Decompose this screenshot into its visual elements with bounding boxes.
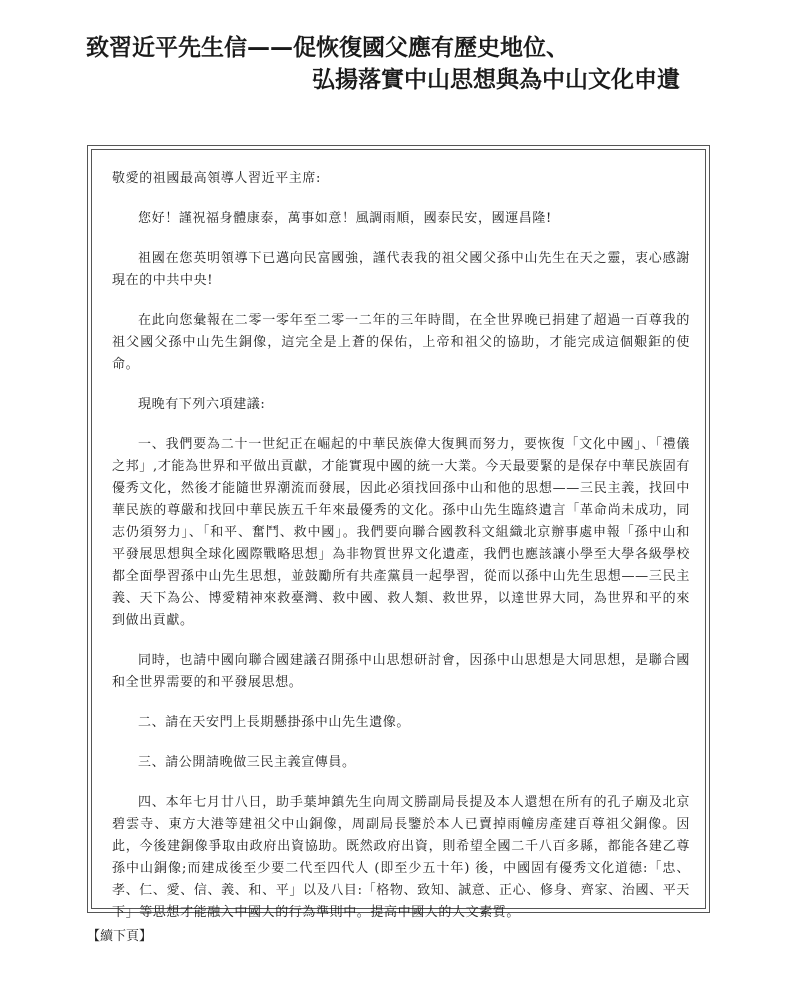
- title-line-1: 致習近平先生信——促恢復國父應有歷史地位、: [86, 35, 569, 61]
- title-line-2: 弘揚落實中山思想與為中山文化申遺: [312, 67, 680, 93]
- letter-paragraph-proposal-1: 一、我們要為二十一世紀正在崛起的中華民族偉大復興而努力，要恢復「文化中國」、「禮儀之邦」,才能為世界和平做出貢獻，才能實現中國的統一大業。今天最要緊的是保存中華民族固有優秀文化，然後才能隨世界潮流而發展，因此必須找回孫中山和他的思想——三民主義，找回中華民族的尊嚴和找回中華民族五千年來最優秀的文化。孫中山先生臨終遺言「革命尚未成功，同志仍須努力」、「和平、奮鬥、救中國」。我們要向聯合國教科文組織北京辦事處申報「孫中山和平發展思想與全球化國際戰略思想」為非物質世界文化遺產，我們也應該讓小學至大學各級學校都全面學習孫中山先生思想，並鼓勵所有共產黨員一起學習，從而以孫中山先生思想——三民主義、天下為公、博愛精神來救臺灣、救中國、救人類、救世界，以達世界大同，為世界和平的來到做出貢獻。: [112, 437, 690, 628]
- letter-paragraph-report: 在此向您彙報在二零一零年至二零一二年的三年時間，在全世界晚已捐建了超過一百尊我的祖父國父孫中山先生銅像，這完全是上蒼的保佑，上帝和祖父的協助，才能完成這個艱鉅的使命。: [112, 313, 690, 372]
- letter-paragraph-thanks: 祖國在您英明領導下已邁向民富國強，謹代表我的祖父國父孫中山先生在天之靈，衷心感謝現在的中共中央!: [112, 251, 690, 288]
- letter-paragraph-proposal-3: 三、請公開請晚做三民主義宣傳員。: [138, 755, 356, 770]
- letter-paragraph-proposals-intro: 現晚有下列六項建議:: [138, 397, 266, 412]
- letter-paragraph-greeting: 您好！謹祝福身體康泰，萬事如意！風調雨順，國泰民安，國運昌隆!: [138, 211, 552, 226]
- continued-next-page-note: 【續下頁】: [87, 929, 153, 944]
- letter-body: [112, 168, 690, 942]
- letter-paragraph-proposal-2: 二、請在天安門上長期懸掛孫中山先生遺像。: [138, 715, 411, 730]
- letter-paragraph-proposal-4: 四、本年七月廿八日，助手葉坤鎮先生向周文勝副局長提及本人還想在所有的孔子廟及北京碧雲寺、東方大港等建祖父中山銅像，周副局長鑒於本人已賣掉雨幢房產建百尊祖父銅像。因此，今後建銅像爭取由政府出資協助。既然政府出資，則希望全國二千八百多縣，都能各建乙尊孫中山銅像;而建成後至少要二代至四代人 (即至少五十年) 後，中國固有優秀文化道德:「忠、孝、仁、愛、信、義、和、平」以及八目:「格物、致知、誠意、正心、修身、齊家、治國、平天下」等思想才能融入中國人的行為準則中。提高中國人的人文素質。: [112, 795, 690, 920]
- letter-paragraph-proposal-1-addendum: 同時，也請中國向聯合國建議召開孫中山思想研討會，因孫中山思想是大同思想，是聯合國和全世界需要的和平發展思想。: [112, 653, 690, 690]
- letter-salutation: 敬愛的祖國最高領導人習近平主席:: [112, 171, 321, 186]
